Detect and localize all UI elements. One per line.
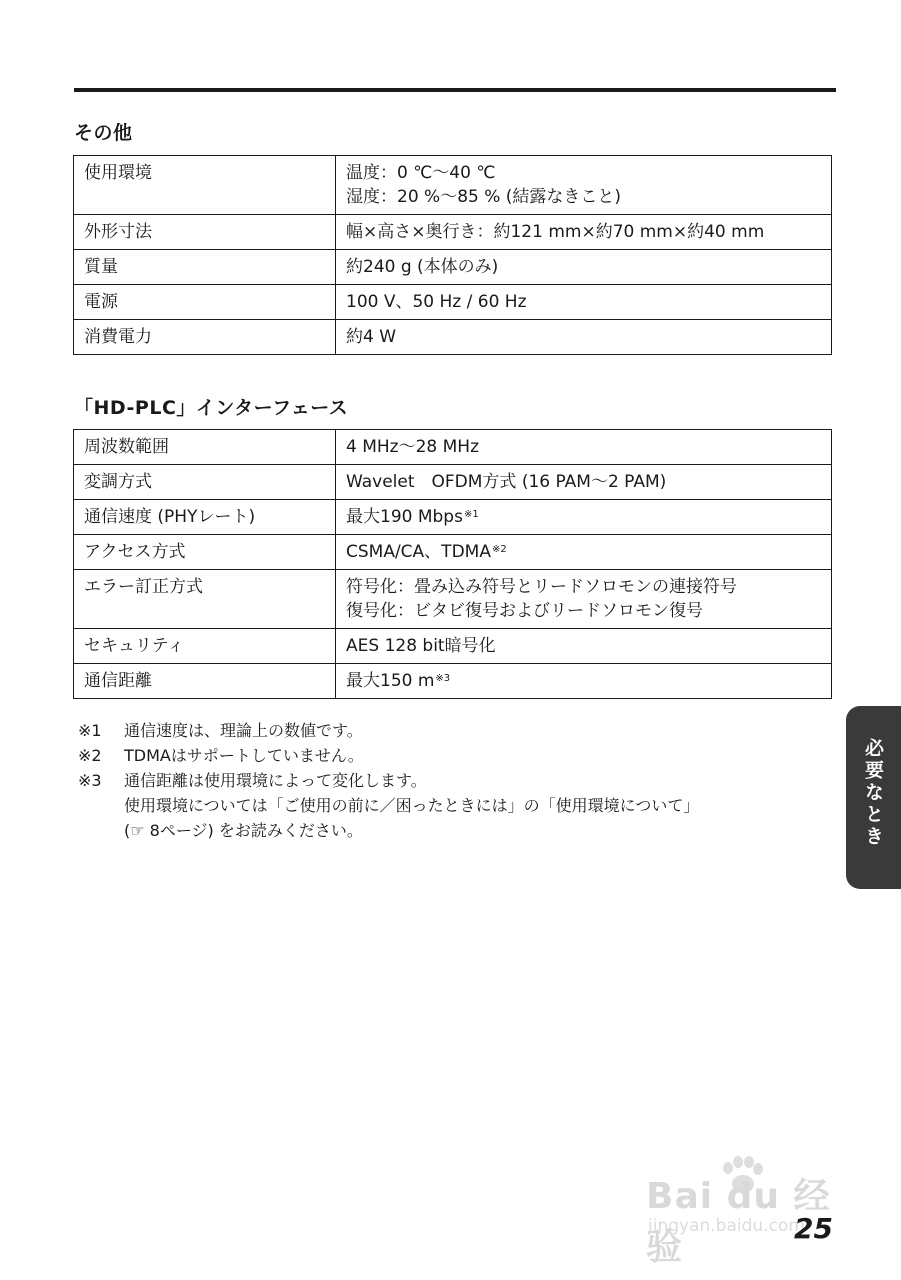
value-line: AES 128 bit暗号化 xyxy=(346,636,496,656)
value-line: CSMA/CA、TDMA xyxy=(346,542,491,562)
table-row xyxy=(74,465,832,500)
row-label: 質量 xyxy=(74,250,336,285)
side-tab xyxy=(846,706,901,889)
table-row xyxy=(74,664,832,699)
top-rule xyxy=(74,88,836,92)
row-label: エラー訂正方式 xyxy=(74,570,336,629)
value-line: 湿度：20 %～85 % (結露なきこと) xyxy=(346,187,622,207)
footnote-text: TDMAはサポートしていません。 xyxy=(124,746,364,765)
footnote-mark: ※3 xyxy=(78,771,102,790)
row-value xyxy=(336,629,832,664)
row-value xyxy=(336,156,832,215)
row-value xyxy=(336,430,832,465)
footnote-text: 通信速度は、理論上の数値です。 xyxy=(124,721,363,740)
footnote-ref: ※2 xyxy=(491,544,507,555)
value-line: 符号化：畳み込み符号とリードソロモンの連接符号 xyxy=(346,577,737,597)
watermark-url: jingyan.baidu.com xyxy=(648,1216,805,1236)
table-row xyxy=(74,629,832,664)
section-title-other: その他 xyxy=(74,122,133,144)
row-value xyxy=(336,500,832,535)
section-title-hd-plc: 「HD-PLC」インターフェース xyxy=(74,397,349,419)
row-label: 周波数範囲 xyxy=(74,430,336,465)
table-row xyxy=(74,156,832,215)
value-line: 約240 g (本体のみ) xyxy=(346,257,499,277)
footnote-mark: ※2 xyxy=(78,746,102,765)
side-tab-label: 必要なとき xyxy=(862,738,884,848)
table-row xyxy=(74,430,832,465)
row-value xyxy=(336,215,832,250)
footnote-ref: ※3 xyxy=(435,673,451,684)
spec-table-other xyxy=(73,155,832,355)
value-line: 幅×高さ×奥行き：約121 mm×約70 mm×約40 mm xyxy=(346,222,765,242)
table-row xyxy=(74,250,832,285)
row-label: アクセス方式 xyxy=(74,535,336,570)
table-row xyxy=(74,500,832,535)
row-label: 消費電力 xyxy=(74,320,336,355)
row-value xyxy=(336,570,832,629)
spec-table-hd-plc xyxy=(73,429,832,699)
table-row xyxy=(74,320,832,355)
footnote-continuation: 使用環境については「ご使用の前に／困ったときには」の「使用環境について」 xyxy=(124,796,700,815)
row-label: 使用環境 xyxy=(74,156,336,215)
footnote-item xyxy=(78,743,699,768)
footnote-item xyxy=(78,768,699,793)
footnote-ref: ※1 xyxy=(463,509,479,520)
footnote-mark: ※1 xyxy=(78,721,102,740)
value-line: 温度：0 ℃～40 ℃ xyxy=(346,163,496,183)
row-value xyxy=(336,465,832,500)
value-line: 約4 W xyxy=(346,327,397,347)
value-line: 4 MHz～28 MHz xyxy=(346,437,480,457)
footnote-text: 通信距離は使用環境によって変化します。 xyxy=(124,771,427,790)
table-row xyxy=(74,215,832,250)
row-label: セキュリティ xyxy=(74,629,336,664)
value-line: 100 V、50 Hz / 60 Hz xyxy=(346,292,527,312)
value-line: 最大150 m xyxy=(346,671,435,691)
row-value xyxy=(336,535,832,570)
table-row xyxy=(74,285,832,320)
row-value xyxy=(336,664,832,699)
row-label: 通信速度 (PHYレート) xyxy=(74,500,336,535)
table-row xyxy=(74,570,832,629)
footnotes xyxy=(78,718,699,843)
table-row xyxy=(74,535,832,570)
row-label: 外形寸法 xyxy=(74,215,336,250)
value-line: 最大190 Mbps xyxy=(346,507,463,527)
row-value xyxy=(336,285,832,320)
row-label: 変調方式 xyxy=(74,465,336,500)
footnote-item xyxy=(78,718,699,743)
page-number: 25 xyxy=(794,1212,833,1245)
row-value xyxy=(336,320,832,355)
row-label: 電源 xyxy=(74,285,336,320)
value-line: Wavelet OFDM方式 (16 PAM～2 PAM) xyxy=(346,472,667,492)
footnote-continuation: (☞ 8ページ) をお読みください。 xyxy=(124,821,363,840)
row-value xyxy=(336,250,832,285)
value-line: 復号化：ビタビ復号およびリードソロモン復号 xyxy=(346,601,703,621)
watermark-logo: Bai du 经验 xyxy=(646,1176,831,1268)
row-label: 通信距離 xyxy=(74,664,336,699)
